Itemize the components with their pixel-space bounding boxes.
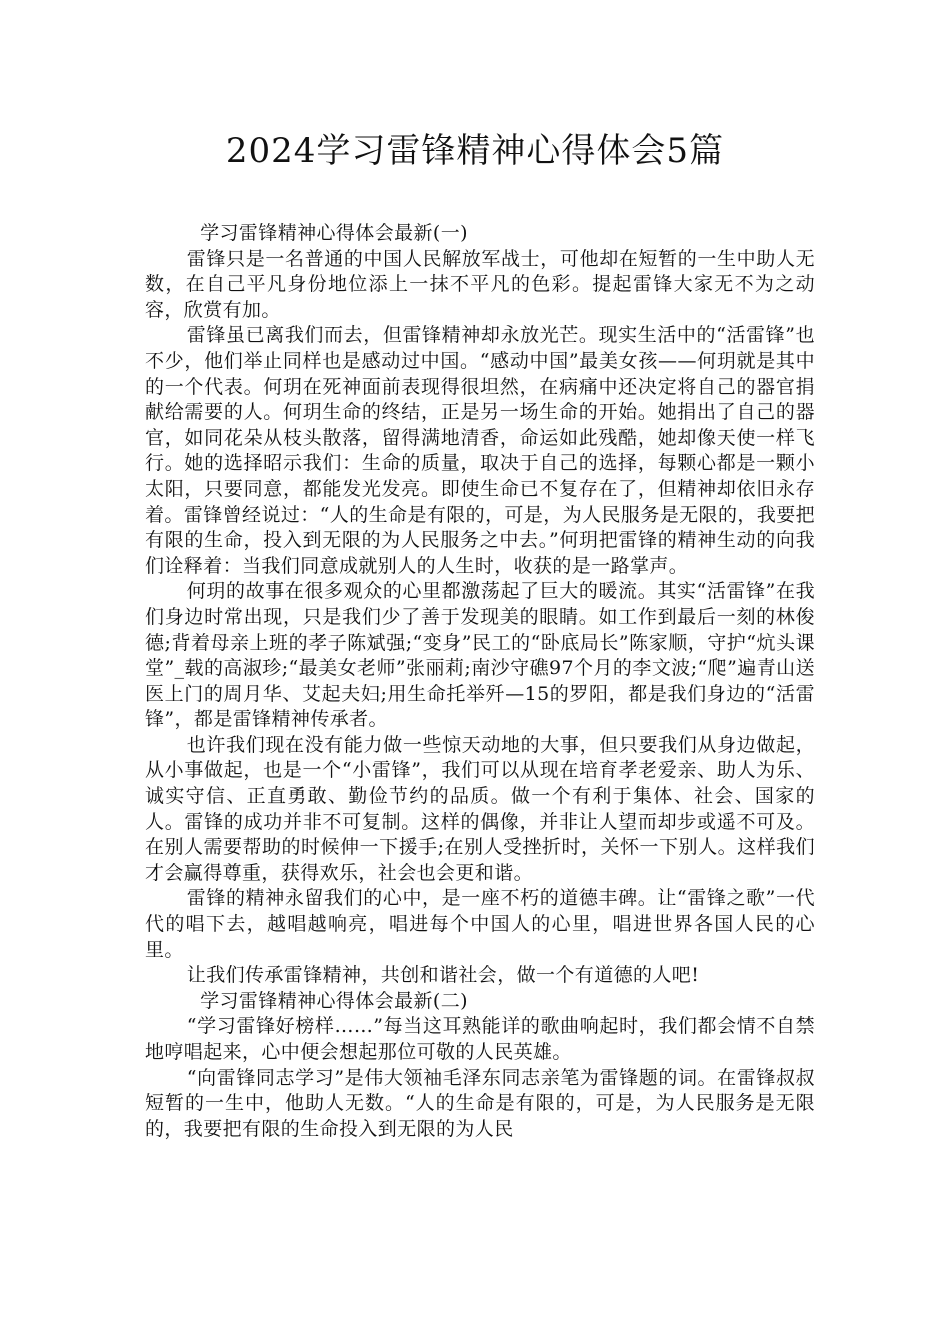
paragraph: 让我们传承雷锋精神，共创和谐社会，做一个有道德的人吧! xyxy=(186,964,700,987)
paragraph: 也许我们现在没有能力做一些惊天动地的大事，但只要我们从身边做起，从小事做起，也是一个“小雷锋”，我们可以从现在培育孝老爱亲、助人为乐、诚实守信、正直勇敢、勤俭节约的品质。做一个有利于集体、社会、国家的人。雷锋的成功并非不可复制。这样的偶像，并非让人望而却步或遥不可及。在别人需要帮助的时候伸一下援手;在别人受挫折时，关怀一下别人。这样我们才会赢得尊重，获得欢乐，社会也会更和谐。 xyxy=(145,733,815,884)
paragraph: 雷锋只是一名普通的中国人民解放军战士，可他却在短暂的一生中助人无数，在自己平凡身份地位添上一抹不平凡的色彩。提起雷锋大家无不为之动容，欣赏有加。 xyxy=(145,247,815,321)
document-body xyxy=(145,221,815,1142)
paragraph: “学习雷锋好榜样……”每当这耳熟能详的歌曲响起时，我们都会情不自禁地哼唱起来，心中便会想起那位可敬的人民英雄。 xyxy=(145,1015,815,1063)
paragraph: 雷锋虽已离我们而去，但雷锋精神却永放光芒。现实生活中的“活雷锋”也不少，他们举止同样也是感动过中国。“感动中国”最美女孩——何玥就是其中的一个代表。何玥在死神面前表现得很坦然，在病痛中还决定将自己的器官捐献给需要的人。何玥生命的终结，正是另一场生命的开始。她捐出了自己的器官，如同花朵从枝头散落，留得满地清香，命运如此残酷，她却像天使一样飞行。她的选择昭示我们：生命的质量，取决于自己的选择，每颗心都是一颗小太阳，只要同意，都能发光发亮。即使生命已不复存在了，但精神却依旧永存着。雷锋曾经说过：“人的生命是有限的，可是，为人民服务是无限的，我要把有限的生命，投入到无限的为人民服务之中去。”何玥把雷锋的精神生动的向我们诠释着：当我们同意成就别人的人生时，收获的是一路掌声。 xyxy=(145,324,815,577)
document-title: 2024学习雷锋精神心得体会5篇 xyxy=(225,131,725,171)
paragraph: 雷锋的精神永留我们的心中，是一座不朽的道德丰碑。让“雷锋之歌”一代代的唱下去，越唱越响亮，唱进每个中国人的心里，唱进世界各国人民的心里。 xyxy=(145,887,815,961)
paragraph: “向雷锋同志学习”是伟大领袖毛泽东同志亲笔为雷锋题的词。在雷锋叔叔短暂的一生中，他助人无数。“人的生命是有限的，可是，为人民服务是无限的，我要把有限的生命投入到无限的为人民 xyxy=(145,1066,815,1140)
section-heading: 学习雷锋精神心得体会最新(一) xyxy=(200,222,468,244)
section-heading: 学习雷锋精神心得体会最新(二) xyxy=(200,989,468,1012)
paragraph: 何玥的故事在很多观众的心里都激荡起了巨大的暖流。其实“活雷锋”在我们身边时常出现，只是我们少了善于发现美的眼睛。如工作到最后一刻的林俊德;背着母亲上班的孝子陈斌强;“变身”民工的“卧底局长”陈家顺，守护“炕头课堂”_载的高淑珍;“最美女老师”张丽莉;南沙守礁97个月的李文波;“爬”遍青山送医上门的周月华、艾起夫妇;用生命托举歼—15的罗阳，都是我们身边的“活雷锋”，都是雷锋精神传承者。 xyxy=(145,580,815,731)
